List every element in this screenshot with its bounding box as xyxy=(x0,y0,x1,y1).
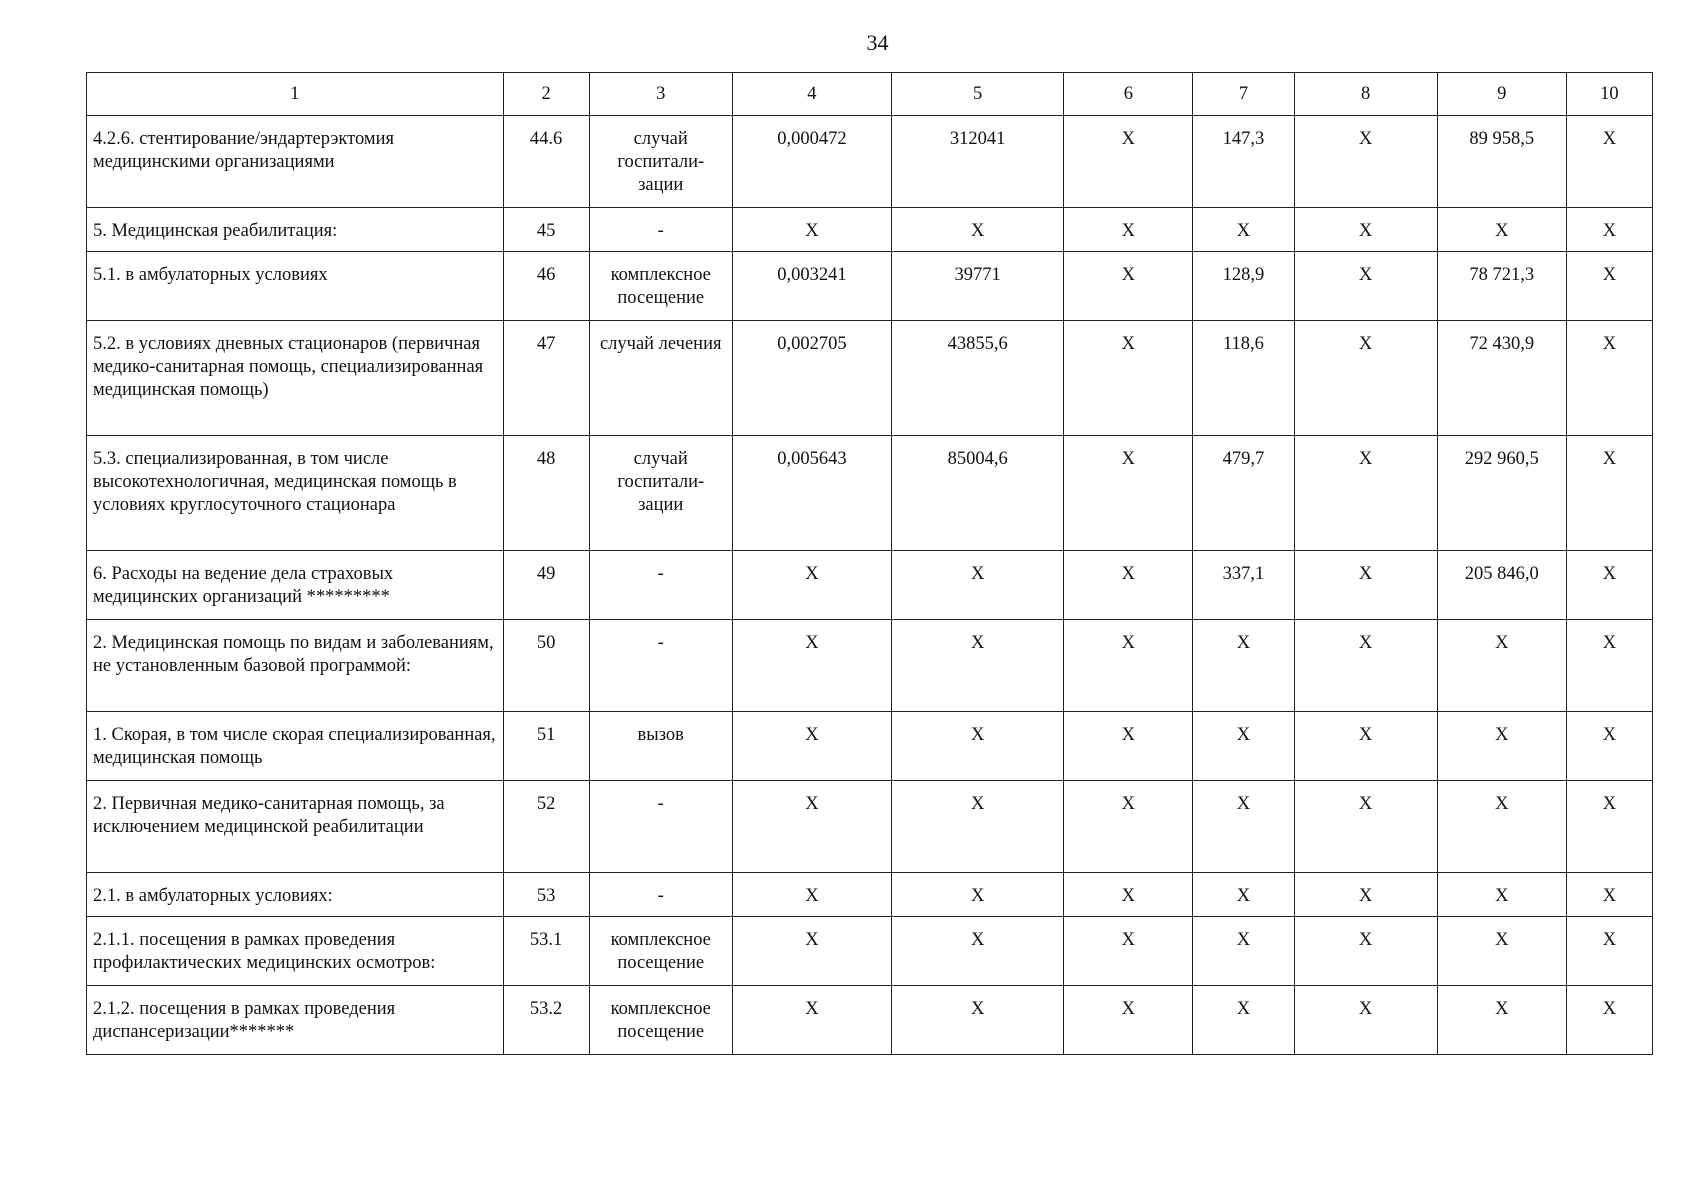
col4-cell: Х xyxy=(732,986,891,1055)
col9-cell: Х xyxy=(1437,986,1566,1055)
col8-cell: Х xyxy=(1294,781,1437,873)
col7-cell: Х xyxy=(1193,208,1294,252)
unit-cell: - xyxy=(589,208,732,252)
col9-cell: Х xyxy=(1437,917,1566,986)
row-name-cell: 2.1.1. посещения в рамках проведения профилактических медицинских осмотров: xyxy=(87,917,504,986)
row-code-cell: 48 xyxy=(503,436,589,551)
col10-cell: Х xyxy=(1566,436,1652,551)
col10-cell: Х xyxy=(1566,208,1652,252)
col6-cell: Х xyxy=(1064,321,1193,436)
table-row xyxy=(87,116,1653,208)
col9-cell: 78 721,3 xyxy=(1437,252,1566,321)
column-header: 6 xyxy=(1064,73,1193,116)
col9-cell: Х xyxy=(1437,873,1566,917)
col7-cell: 147,3 xyxy=(1193,116,1294,208)
col9-cell: Х xyxy=(1437,620,1566,712)
col4-cell: 0,000472 xyxy=(732,116,891,208)
row-name-cell: 2. Первичная медико-санитарная помощь, за исключением медицинской реабилитации xyxy=(87,781,504,873)
col8-cell: Х xyxy=(1294,712,1437,781)
col6-cell: Х xyxy=(1064,712,1193,781)
col4-cell: Х xyxy=(732,712,891,781)
row-name-cell: 5.2. в условиях дневных стационаров (первичная медико-санитарная помощь, специализированная медицинская помощь) xyxy=(87,321,504,436)
col6-cell: Х xyxy=(1064,917,1193,986)
col10-cell: Х xyxy=(1566,116,1652,208)
table-row xyxy=(87,712,1653,781)
col5-cell: Х xyxy=(892,781,1064,873)
col9-cell: Х xyxy=(1437,208,1566,252)
col10-cell: Х xyxy=(1566,986,1652,1055)
col10-cell: Х xyxy=(1566,321,1652,436)
table-row xyxy=(87,208,1653,252)
col6-cell: Х xyxy=(1064,551,1193,620)
col9-cell: 205 846,0 xyxy=(1437,551,1566,620)
row-name-cell: 5.1. в амбулаторных условиях xyxy=(87,252,504,321)
page-number: 34 xyxy=(866,30,889,55)
col4-cell: Х xyxy=(732,208,891,252)
col8-cell: Х xyxy=(1294,436,1437,551)
col7-cell: Х xyxy=(1193,712,1294,781)
table-row xyxy=(87,252,1653,321)
row-name-cell: 1. Скорая, в том числе скорая специализированная, медицинская помощь xyxy=(87,712,504,781)
row-name-cell: 6. Расходы на ведение дела страховых медицинских организаций ********* xyxy=(87,551,504,620)
row-code-cell: 53 xyxy=(503,873,589,917)
row-code-cell: 49 xyxy=(503,551,589,620)
table-row xyxy=(87,781,1653,873)
col7-cell: Х xyxy=(1193,986,1294,1055)
col8-cell: Х xyxy=(1294,620,1437,712)
col5-cell: 312041 xyxy=(892,116,1064,208)
col6-cell: Х xyxy=(1064,436,1193,551)
col4-cell: Х xyxy=(732,873,891,917)
col8-cell: Х xyxy=(1294,252,1437,321)
row-code-cell: 51 xyxy=(503,712,589,781)
table-row xyxy=(87,917,1653,986)
column-header: 1 xyxy=(87,73,504,116)
col5-cell: 85004,6 xyxy=(892,436,1064,551)
col5-cell: Х xyxy=(892,712,1064,781)
row-name-cell: 2. Медицинская помощь по видам и заболеваниям, не установленным базовой программой: xyxy=(87,620,504,712)
data-table xyxy=(86,72,1653,1055)
column-header: 10 xyxy=(1566,73,1652,116)
table-row xyxy=(87,873,1653,917)
col6-cell: Х xyxy=(1064,116,1193,208)
row-name-cell: 2.1.2. посещения в рамках проведения диспансеризации******* xyxy=(87,986,504,1055)
col8-cell: Х xyxy=(1294,116,1437,208)
header-row xyxy=(87,73,1653,116)
column-header: 3 xyxy=(589,73,732,116)
column-header: 8 xyxy=(1294,73,1437,116)
col5-cell: Х xyxy=(892,208,1064,252)
col4-cell: Х xyxy=(732,551,891,620)
col6-cell: Х xyxy=(1064,620,1193,712)
col8-cell: Х xyxy=(1294,551,1437,620)
table-row xyxy=(87,551,1653,620)
unit-cell: случай лечения xyxy=(589,321,732,436)
col5-cell: 39771 xyxy=(892,252,1064,321)
unit-cell: - xyxy=(589,551,732,620)
col8-cell: Х xyxy=(1294,986,1437,1055)
col10-cell: Х xyxy=(1566,873,1652,917)
col5-cell: Х xyxy=(892,873,1064,917)
unit-cell: комплексное посещение xyxy=(589,252,732,321)
column-header: 2 xyxy=(503,73,589,116)
col5-cell: Х xyxy=(892,620,1064,712)
col7-cell: 128,9 xyxy=(1193,252,1294,321)
col6-cell: Х xyxy=(1064,873,1193,917)
col8-cell: Х xyxy=(1294,208,1437,252)
table-row xyxy=(87,436,1653,551)
col10-cell: Х xyxy=(1566,712,1652,781)
col4-cell: 0,002705 xyxy=(732,321,891,436)
unit-cell: случай госпитали-зации xyxy=(589,116,732,208)
col4-cell: 0,005643 xyxy=(732,436,891,551)
row-code-cell: 47 xyxy=(503,321,589,436)
unit-cell: комплексное посещение xyxy=(589,986,732,1055)
col10-cell: Х xyxy=(1566,781,1652,873)
col10-cell: Х xyxy=(1566,252,1652,321)
row-code-cell: 44.6 xyxy=(503,116,589,208)
row-name-cell: 4.2.6. стентирование/эндартерэктомия медицинскими организациями xyxy=(87,116,504,208)
col9-cell: 72 430,9 xyxy=(1437,321,1566,436)
col5-cell: Х xyxy=(892,917,1064,986)
row-code-cell: 45 xyxy=(503,208,589,252)
row-code-cell: 53.2 xyxy=(503,986,589,1055)
table-row xyxy=(87,321,1653,436)
unit-cell: - xyxy=(589,781,732,873)
col4-cell: Х xyxy=(732,620,891,712)
unit-cell: комплексное посещение xyxy=(589,917,732,986)
column-header: 7 xyxy=(1193,73,1294,116)
col7-cell: Х xyxy=(1193,873,1294,917)
unit-cell: случай госпитали-зации xyxy=(589,436,732,551)
col4-cell: Х xyxy=(732,917,891,986)
col10-cell: Х xyxy=(1566,917,1652,986)
unit-cell: - xyxy=(589,620,732,712)
unit-cell: - xyxy=(589,873,732,917)
col4-cell: Х xyxy=(732,781,891,873)
unit-cell: вызов xyxy=(589,712,732,781)
col7-cell: 479,7 xyxy=(1193,436,1294,551)
col7-cell: Х xyxy=(1193,917,1294,986)
col7-cell: Х xyxy=(1193,781,1294,873)
col5-cell: Х xyxy=(892,986,1064,1055)
col6-cell: Х xyxy=(1064,208,1193,252)
table-row xyxy=(87,620,1653,712)
col6-cell: Х xyxy=(1064,252,1193,321)
col9-cell: 292 960,5 xyxy=(1437,436,1566,551)
column-header: 5 xyxy=(892,73,1064,116)
col7-cell: 118,6 xyxy=(1193,321,1294,436)
col8-cell: Х xyxy=(1294,321,1437,436)
row-name-cell: 2.1. в амбулаторных условиях: xyxy=(87,873,504,917)
row-code-cell: 53.1 xyxy=(503,917,589,986)
table-row xyxy=(87,986,1653,1055)
col9-cell: Х xyxy=(1437,781,1566,873)
row-code-cell: 52 xyxy=(503,781,589,873)
row-name-cell: 5. Медицинская реабилитация: xyxy=(87,208,504,252)
column-header: 4 xyxy=(732,73,891,116)
col8-cell: Х xyxy=(1294,917,1437,986)
col10-cell: Х xyxy=(1566,551,1652,620)
col9-cell: 89 958,5 xyxy=(1437,116,1566,208)
col6-cell: Х xyxy=(1064,781,1193,873)
col4-cell: 0,003241 xyxy=(732,252,891,321)
col10-cell: Х xyxy=(1566,620,1652,712)
col7-cell: 337,1 xyxy=(1193,551,1294,620)
col5-cell: Х xyxy=(892,551,1064,620)
column-header: 9 xyxy=(1437,73,1566,116)
row-code-cell: 50 xyxy=(503,620,589,712)
col8-cell: Х xyxy=(1294,873,1437,917)
row-name-cell: 5.3. специализированная, в том числе высокотехнологичная, медицинская помощь в условиях круглосуточного стационара xyxy=(87,436,504,551)
col5-cell: 43855,6 xyxy=(892,321,1064,436)
row-code-cell: 46 xyxy=(503,252,589,321)
col9-cell: Х xyxy=(1437,712,1566,781)
col7-cell: Х xyxy=(1193,620,1294,712)
col6-cell: Х xyxy=(1064,986,1193,1055)
